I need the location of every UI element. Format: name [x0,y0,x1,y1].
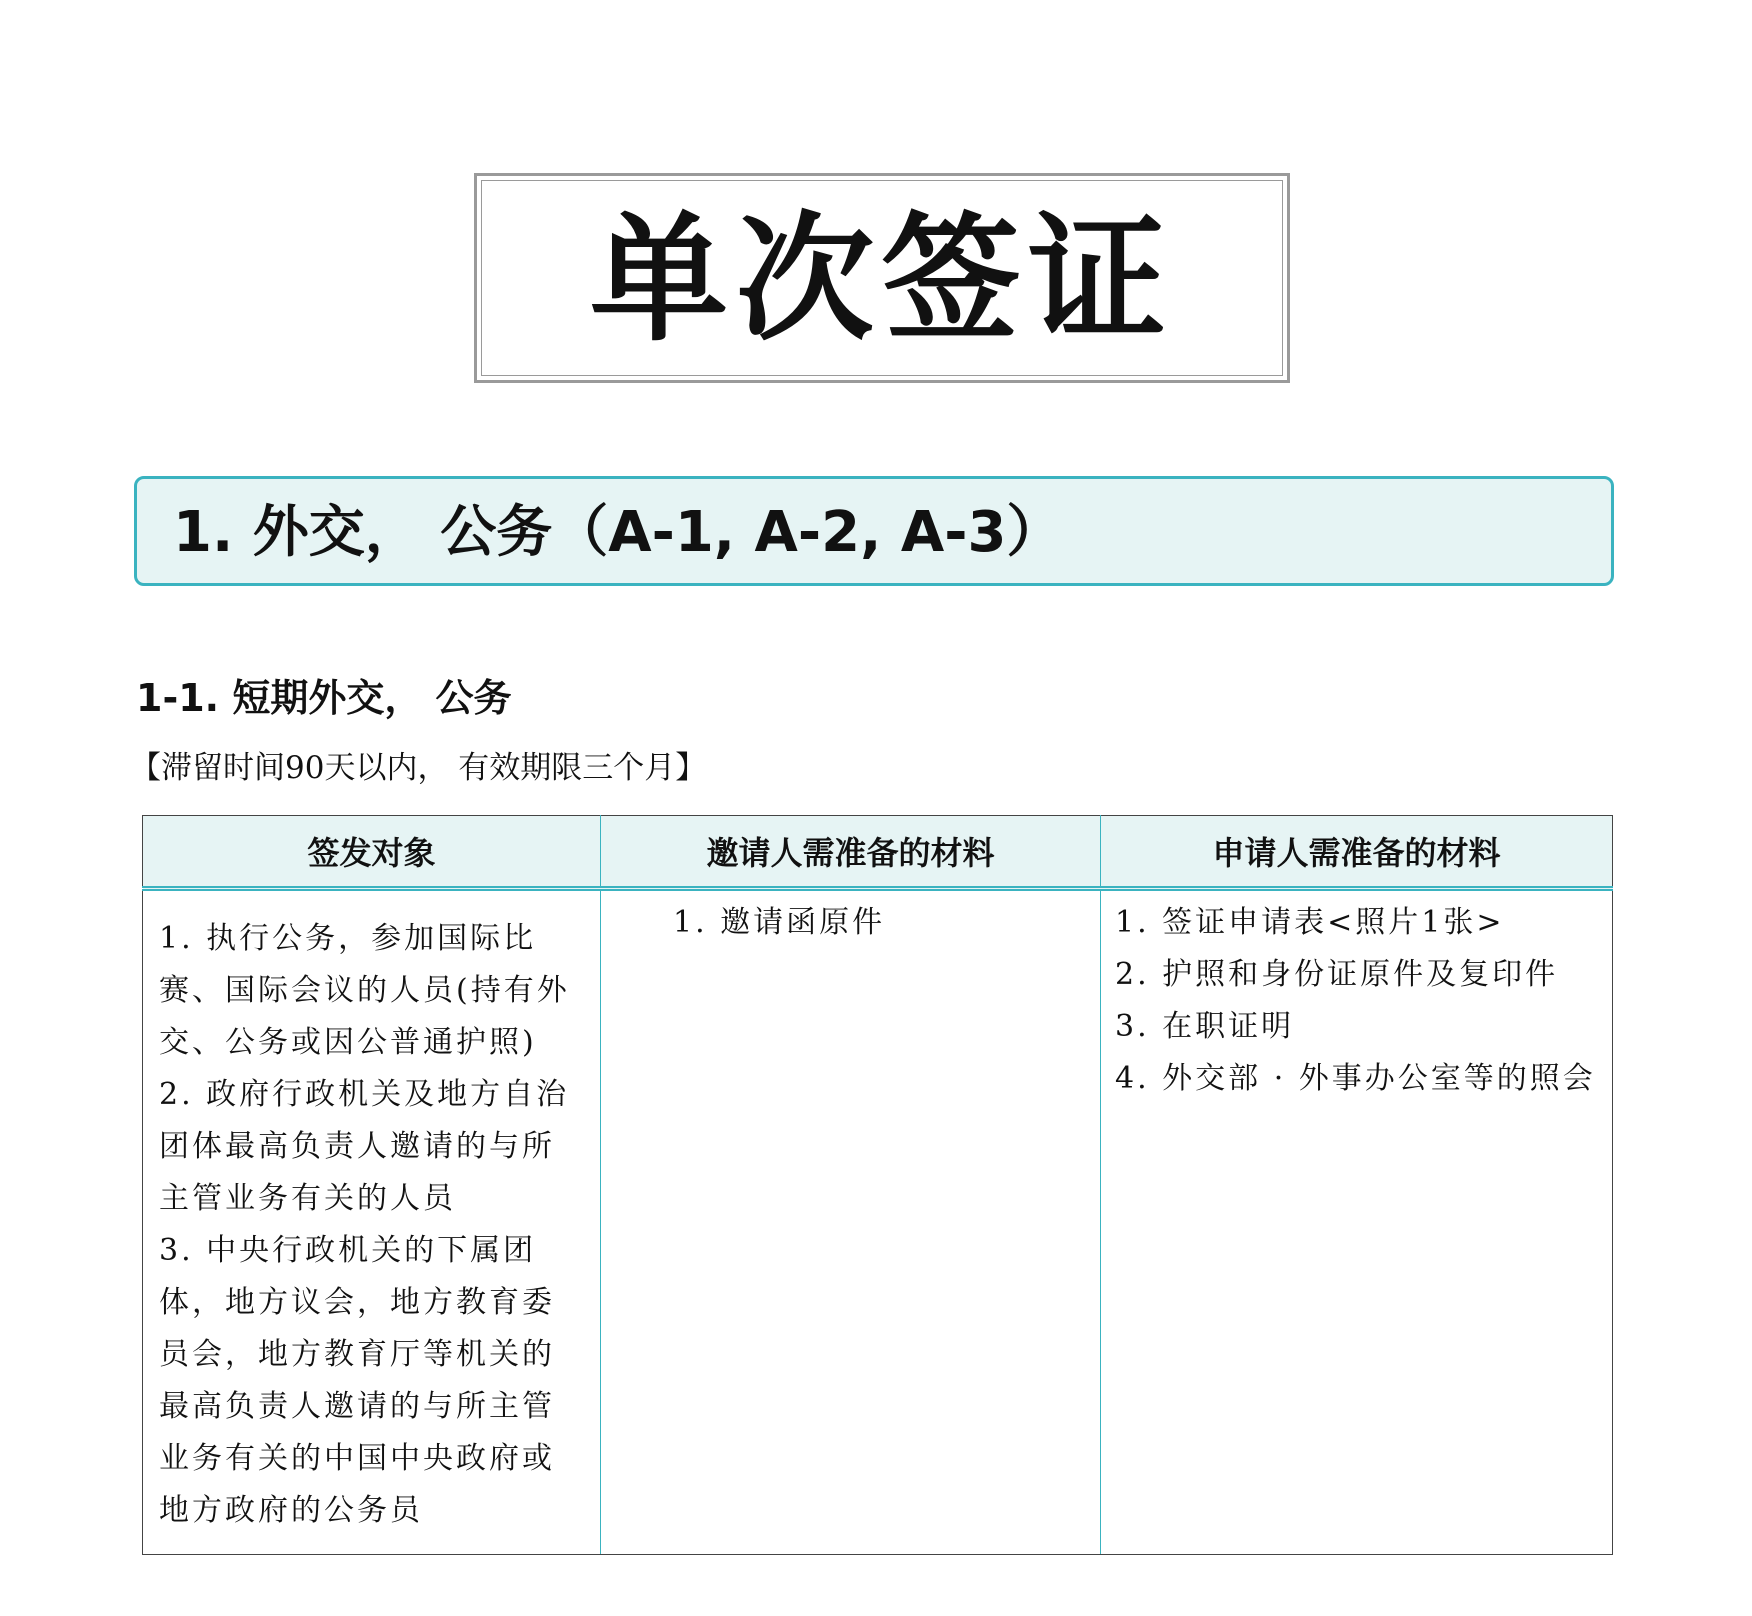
page-title: 单次签证 [589,199,1174,360]
section-header [134,476,1614,586]
inviter-item: 1. 邀请函原件 [673,905,886,940]
table-row [143,889,1613,1555]
visa-requirements-table [142,815,1613,1555]
title-box [474,173,1290,383]
table-header-row [143,816,1613,889]
inviter-cell [601,889,1101,1555]
target-item: 3. 中央行政机关的下属团体，地方议会，地方教育委员会，地方教育厅等机关的最高负责人邀请的与所主管业务有关的中国中央政府或地方政府的公务员 [159,1233,555,1528]
target-cell [143,889,601,1555]
applicant-item: 4. 外交部 · 外事办公室等的照会 [1115,1061,1596,1096]
subsection-heading: 1-1. 短期外交， 公务 [136,676,512,720]
subsection-note: 【滞留时间90天以内， 有效期限三个月】 [130,750,707,786]
header-inviter-materials: 邀请人需准备的材料 [601,816,1101,889]
applicant-cell [1101,889,1613,1555]
header-target: 签发对象 [143,816,601,889]
target-item: 2. 政府行政机关及地方自治团体最高负责人邀请的与所主管业务有关的人员 [159,1077,570,1216]
section-heading: 1. 外交， 公务（A-1, A-2, A-3） [173,500,1063,565]
target-item: 1. 执行公务，参加国际比赛、国际会议的人员(持有外交、公务或因公普通护照) [159,921,570,1060]
applicant-item: 3. 在职证明 [1115,1009,1295,1044]
header-applicant-materials: 申请人需准备的材料 [1101,816,1613,889]
applicant-item: 1. 签证申请表<照片1张> [1115,905,1505,940]
applicant-item: 2. 护照和身份证原件及复印件 [1115,957,1559,992]
